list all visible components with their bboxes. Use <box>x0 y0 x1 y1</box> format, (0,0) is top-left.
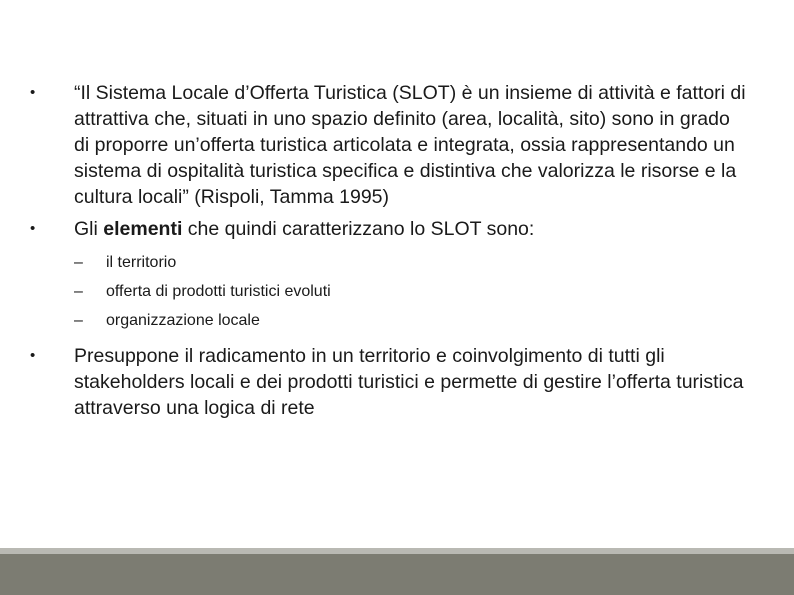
bullet-text-prefix: Gli <box>74 218 104 240</box>
sub-item-text: il territorio <box>106 254 177 271</box>
bullet-text: Presuppone il radicamento in un territorio e coinvolgimento di tutti gli stakeholders locali e dei prodotti turistici e permette di gestire l’offerta turistica attraverso una logica di rete <box>74 345 744 419</box>
dash-icon: – <box>74 254 83 271</box>
dash-icon: – <box>74 312 83 329</box>
bullet-text-bold: elementi <box>103 218 183 240</box>
bullet-item-rooting <box>28 343 748 421</box>
sub-item <box>28 248 748 277</box>
bullet-text-suffix: che quindi caratterizzano lo SLOT sono: <box>182 218 535 240</box>
sub-list <box>28 248 748 335</box>
sub-item <box>28 277 748 306</box>
bullet-icon: • <box>30 220 36 237</box>
dash-icon: – <box>74 283 83 300</box>
bullet-icon: • <box>30 347 36 364</box>
sub-item <box>28 306 748 335</box>
footer-bar <box>0 554 794 595</box>
sub-item-text: organizzazione locale <box>106 312 260 329</box>
bullet-item-slot-definition <box>28 80 748 210</box>
slide-body <box>28 80 748 421</box>
sub-item-text: offerta di prodotti turistici evoluti <box>106 283 331 300</box>
bullet-icon: • <box>30 84 36 101</box>
bullet-text: “Il Sistema Locale d’Offerta Turistica (SLOT) è un insieme di attività e fattori di attrattiva che, situati in uno spazio definito (area, località, sito) sono in grado di proporre un’offerta turistica articolata e integrata, ossia rappresentando un sistema di ospitalità turistica specifica e distintiva che valorizza le risorse e la cultura locali” (Rispoli, Tamma 1995) <box>74 82 746 208</box>
bullet-item-elements <box>28 216 748 242</box>
